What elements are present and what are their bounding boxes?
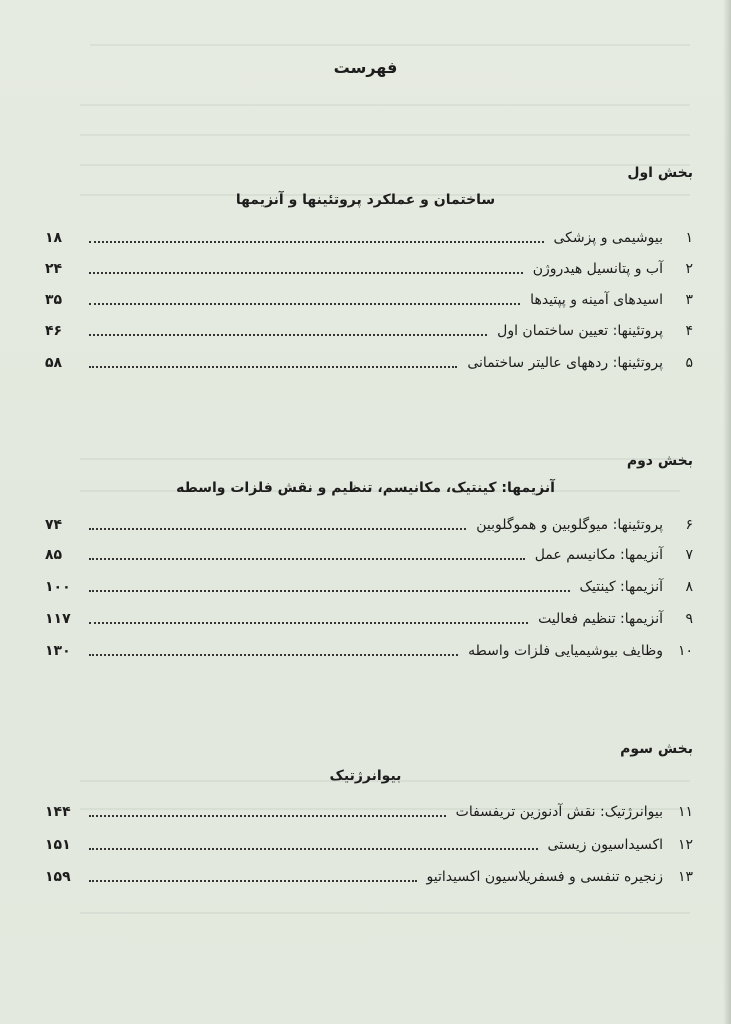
chapter-number: ۸ [685,579,693,595]
toc-row[interactable] [45,320,693,342]
page-number: ۷۴ [45,517,63,533]
chapter-number: ۱۱ [677,804,693,820]
chapter-title: اکسیداسیون زیستی [547,837,663,853]
chapter-number: ۹ [685,611,693,627]
dot-leader [89,241,544,243]
toc-row[interactable] [45,608,693,630]
dot-leader [89,815,446,817]
part-title-2: آنزیمها: کینتیک، مکانیسم، تنظیم و نقش فلزات واسطه [176,480,555,496]
page-number: ۱۰۰ [45,579,71,595]
page-number: ۴۶ [45,323,63,339]
chapter-number: ۱۳ [677,869,693,885]
dot-leader [89,366,457,368]
show-through [80,104,690,106]
toc-row[interactable] [45,514,693,536]
chapter-number: ۱۲ [677,837,693,853]
page-edge-shadow [723,0,731,1024]
show-through [80,458,680,460]
chapter-number: ۳ [685,292,693,308]
page-number: ۱۸ [45,230,63,246]
chapter-number: ۲ [685,261,693,277]
part-title-3: بیوانرژتیک [329,768,402,784]
page-number: ۱۴۴ [45,804,71,820]
toc-row[interactable] [45,834,693,856]
page-number: ۲۴ [45,261,63,277]
show-through [80,164,690,166]
page-number: ۳۵ [45,292,63,308]
chapter-title: پروتئینها: میوگلوبین و هموگلوبین [476,517,663,533]
toc-row[interactable] [45,640,693,662]
toc-row[interactable] [45,258,693,280]
part-label-2: بخش دوم [626,453,693,469]
dot-leader [89,880,417,882]
page-number: ۸۵ [45,547,63,563]
page-number: ۱۵۱ [45,837,71,853]
chapter-title: آنزیمها: کینتیک [579,579,663,595]
page-number: ۱۵۹ [45,869,71,885]
chapter-title: وظایف بیوشیمیایی فلزات واسطه [468,643,663,659]
chapter-title: آنزیمها: مکانیسم عمل [534,547,663,563]
dot-leader [89,654,458,656]
chapter-title: بیوانرژتیک: نقش آدنوزین تریفسفات [455,804,663,820]
part-label-1: بخش اول [627,165,693,181]
chapter-number: ۱۰ [677,643,693,659]
chapter-title: زنجیره تنفسی و فسفریلاسیون اکسیداتیو [426,869,663,885]
dot-leader [89,528,466,530]
dot-leader [89,590,570,592]
toc-row[interactable] [45,227,693,249]
toc-row[interactable] [45,866,693,888]
chapter-number: ۵ [685,355,693,371]
chapter-title: آنزیمها: تنظیم فعالیت [538,611,663,627]
toc-row[interactable] [45,801,693,823]
page-number: ۱۱۷ [45,611,71,627]
dot-leader [89,334,487,336]
toc-row[interactable] [45,544,693,566]
part-label-3: بخش سوم [620,741,693,757]
page-number: ۵۸ [45,355,63,371]
dot-leader [89,848,538,850]
chapter-number: ۶ [685,517,693,533]
page-title: فهرست [333,58,398,77]
chapter-title: بیوشیمی و پزشکی [553,230,663,246]
chapter-number: ۴ [685,323,693,339]
show-through [90,44,690,46]
dot-leader [89,272,523,274]
part-title-1: ساختمان و عملکرد پروتئینها و آنزیمها [235,192,496,208]
chapter-number: ۷ [685,547,693,563]
chapter-title: پروتئینها: تعیین ساختمان اول [497,323,663,339]
dot-leader [89,622,528,624]
dot-leader [89,558,525,560]
show-through [80,912,690,914]
chapter-title: اسیدهای آمینه و پپتیدها [530,292,663,308]
page-number: ۱۳۰ [45,643,71,659]
show-through [80,134,690,136]
toc-row[interactable] [45,289,693,311]
dot-leader [89,303,520,305]
toc-row[interactable] [45,576,693,598]
chapter-title: پروتئینها: ردههای عالیتر ساختمانی [467,355,663,371]
toc-row[interactable] [45,352,693,374]
chapter-title: آب و پتانسیل هیدروژن [532,261,663,277]
chapter-number: ۱ [685,230,693,246]
